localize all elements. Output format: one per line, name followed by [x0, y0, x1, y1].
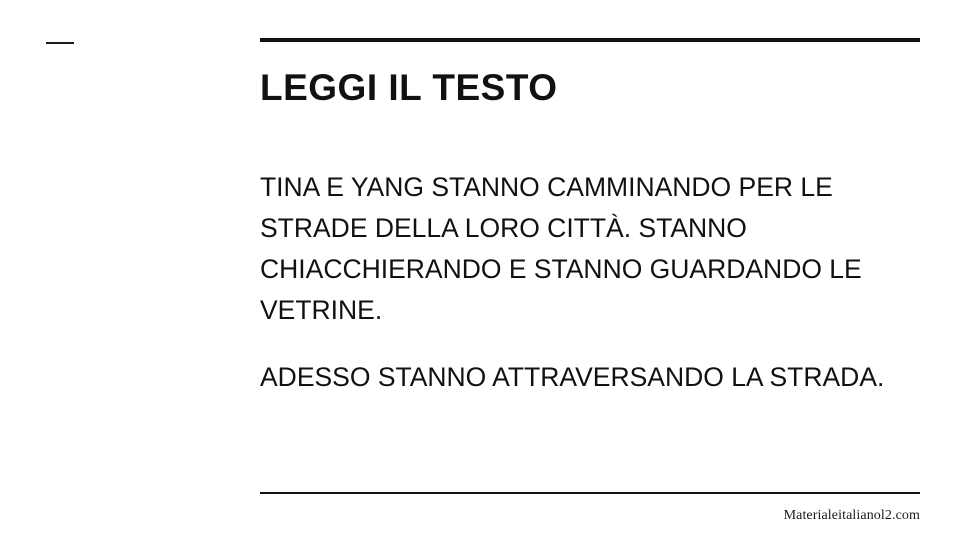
body-text: [260, 167, 920, 398]
paragraph-2: ADESSO STANNO ATTRAVERSANDO LA STRADA.: [260, 361, 885, 392]
paragraph-1: TINA E YANG STANNO CAMMINANDO PER LE STRADE DELLA LORO CITTÀ. STANNO CHIACCHIERANDO E STANNO GUARDANDO LE VETRINE.: [260, 171, 862, 325]
bottom-divider: [260, 492, 920, 494]
footer-credit: Materialeitalianol2.com: [783, 508, 920, 523]
dash-mark-icon: [46, 42, 74, 44]
slide-content: [260, 38, 920, 398]
page-title: LEGGI IL TESTO: [260, 67, 558, 108]
